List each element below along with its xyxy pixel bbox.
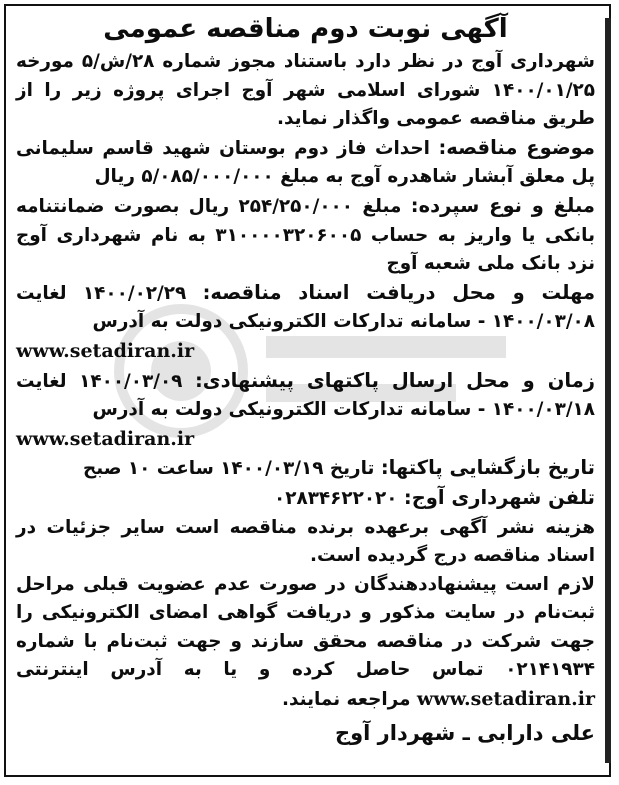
registration-url-link[interactable]: www.setadiran.ir bbox=[416, 688, 595, 711]
opening-label: تاریخ بازگشایی پاکتها: bbox=[380, 456, 595, 480]
registration-tail: مراجعه نمایند. bbox=[281, 689, 411, 711]
submission-text: ۱۴۰۰/۰۳/۰۹ لغایت ۱۴۰۰/۰۳/۱۸ - سامانه تدارکات الکترونیکی دولت به آدرس bbox=[16, 370, 595, 421]
submission-label: زمان و محل ارسال پاکتهای پیشنهادی: bbox=[194, 368, 595, 392]
docs-deadline-paragraph bbox=[16, 279, 595, 337]
subject-text: احداث فاز دوم بوستان شهید قاسم سلیمانی پل معلق آبشار شاهدره آوج به مبلغ ۵/۰۸۵/۰۰۰/۰۰۰ ریال bbox=[16, 137, 595, 188]
submission-url-line bbox=[16, 425, 595, 455]
submission-url-link[interactable]: www.setadiran.ir bbox=[16, 427, 195, 450]
phone-paragraph bbox=[16, 484, 595, 514]
phone-number: ۰۲۸۳۴۶۲۲۰۲۰ bbox=[274, 487, 398, 509]
phone-label: تلفن شهرداری آوج: bbox=[403, 485, 595, 509]
deposit-label: مبلغ و نوع سپرده: bbox=[410, 193, 595, 217]
subject-paragraph bbox=[16, 134, 595, 192]
opening-text: تاریخ ۱۴۰۰/۰۳/۱۹ ساعت ۱۰ صبح bbox=[82, 458, 375, 480]
docs-url-line bbox=[16, 337, 595, 367]
submission-paragraph bbox=[16, 367, 595, 425]
cost-note: هزینه نشر آگهی برعهده برنده مناقصه است سایر جزئیات در اسناد مناقصه درج گردیده است. bbox=[16, 516, 595, 567]
notice-body bbox=[16, 12, 595, 767]
registration-note bbox=[16, 571, 595, 715]
subject-label: موضوع مناقصه: bbox=[438, 135, 595, 159]
docs-deadline-label: مهلت و محل دریافت اسناد مناقصه: bbox=[202, 280, 596, 304]
registration-text: لازم است پیشنهاددهندگان در صورت عدم عضویت قبلی مراحل ثبت‌نام در سایت مذکور و دریافت گواهی امضای الکترونیکی را جهت شرکت در مناقصه محقق سازند و جهت ثبت‌نام با شماره ۰۲۱۴۱۹۳۴ تماس حاصل کرده و یا به آدرس اینترنتی bbox=[16, 573, 595, 681]
deposit-text: مبلغ ۲۵۴/۲۵۰/۰۰۰ ریال بصورت ضمانتنامه بانکی یا واریز به حساب ۳۱۰۰۰۰۳۲۰۶۰۰۵ به نام شهرداری آوج نزد بانک ملی شعبه آوج bbox=[16, 195, 595, 275]
docs-url-link[interactable]: www.setadiran.ir bbox=[16, 339, 195, 362]
deposit-paragraph bbox=[16, 192, 595, 279]
notice-frame bbox=[4, 4, 611, 777]
border-accent bbox=[605, 18, 611, 763]
opening-paragraph bbox=[16, 454, 595, 484]
docs-deadline-text: ۱۴۰۰/۰۲/۲۹ لغایت ۱۴۰۰/۰۳/۰۸ - سامانه تدارکات الکترونیکی دولت به آدرس bbox=[16, 282, 595, 333]
intro-paragraph: شهرداری آوج در نظر دارد باستناد مجوز شماره ۲۸/ش/۵ مورخه ۱۴۰۰/۰۱/۲۵ شورای اسلامی شهر آوج اجرای پروژه زیر را از طریق مناقصه عمومی واگذار نماید. bbox=[16, 51, 595, 130]
notice-title: آگهی نوبت دوم مناقصه عمومی bbox=[103, 14, 508, 44]
signature: علی دارابی ـ شهردار آوج bbox=[334, 720, 595, 745]
